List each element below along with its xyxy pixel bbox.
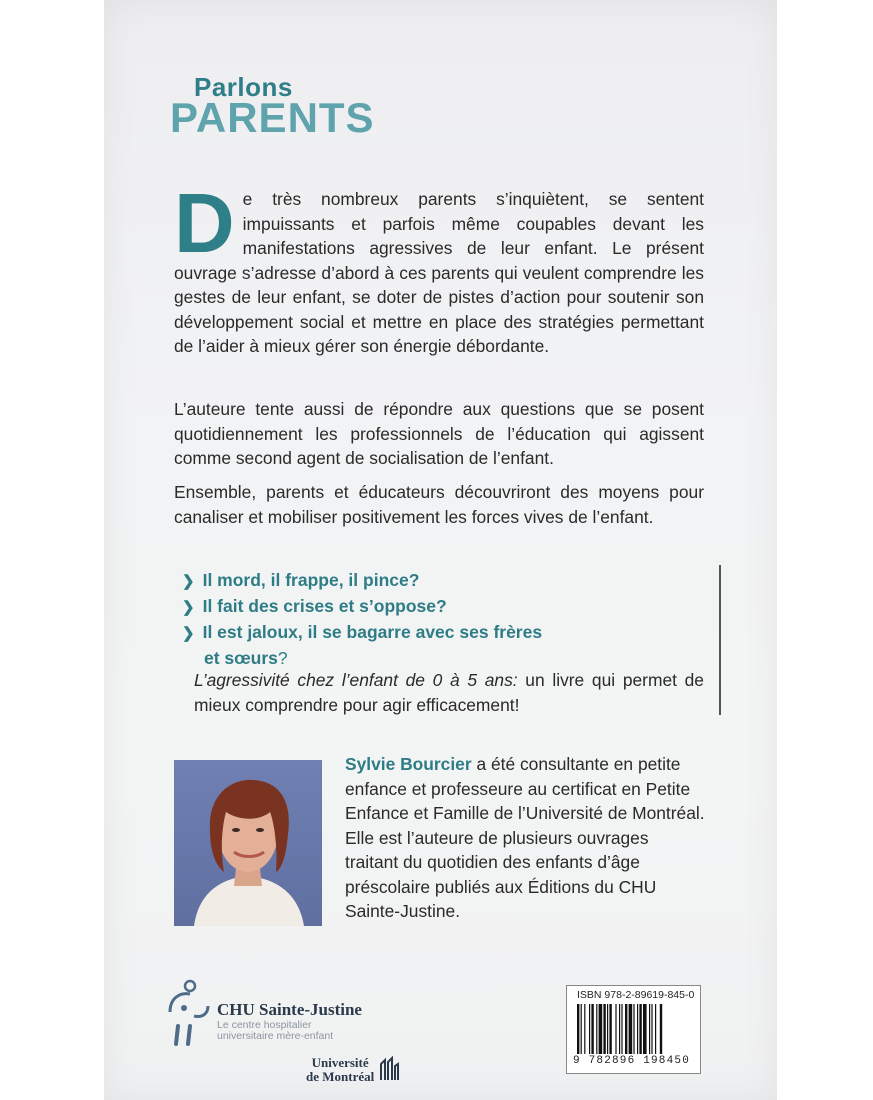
intro-paragraph-text: e très nombreux parents s’inquiètent, se sentent impuissants et parfois même coupables devant les manifestations agressives de leur enfant. Le présent ouvrage s’adresse d’abord à ces parents qui veulent comprendre les gestes de leur enfant, se doter de pistes d’action pour soutenir son développement social et mettre en place des stratégies permettant de l’aider à mieux gérer son énergie débordante.	[174, 189, 704, 356]
barcode-bar	[619, 1004, 620, 1054]
book-title: L’agressivité chez l’enfant de 0 à 5 ans:	[194, 670, 518, 690]
author-name: Sylvie Bourcier	[345, 754, 472, 774]
chu-logo-icon	[164, 978, 214, 1050]
publisher-name: CHU Sainte-Justine	[217, 1000, 362, 1019]
question-text: Il mord, il frappe, il pince?	[202, 570, 420, 590]
question-text: Il est jaloux, il se bagarre avec ses frères	[202, 622, 543, 642]
series-title-main: PARENTS	[170, 94, 375, 141]
chevron-right-icon: ❯	[182, 573, 195, 590]
author-bio	[345, 752, 705, 924]
closing-statement	[194, 668, 704, 717]
barcode-bar	[596, 1004, 597, 1054]
barcode-bar	[591, 1004, 593, 1054]
isbn-number: ISBN 978-2-89619-845-0	[577, 989, 695, 1001]
barcode-bar	[649, 1004, 650, 1054]
question-mark: ?	[277, 648, 288, 668]
barcode-bar	[639, 1004, 641, 1054]
chevron-right-icon: ❯	[182, 625, 195, 642]
university-name	[306, 1056, 374, 1084]
question-list	[182, 568, 722, 671]
chevron-right-icon: ❯	[182, 599, 195, 616]
barcode-bar	[655, 1004, 656, 1054]
question-item	[182, 620, 722, 646]
barcode-bar	[599, 1004, 603, 1054]
barcode-bar	[621, 1004, 622, 1054]
barcode-bar	[633, 1004, 634, 1054]
barcode	[566, 985, 701, 1074]
barcode-bar	[651, 1004, 652, 1054]
barcode-bar	[637, 1004, 638, 1054]
question-item	[182, 594, 722, 620]
barcode-bar	[603, 1004, 605, 1054]
third-paragraph: Ensemble, parents et éducateurs découvriront des moyens pour canaliser et mobiliser positivement les forces vives de l’enfant.	[174, 482, 704, 527]
barcode-bar	[581, 1004, 582, 1054]
drop-cap: D	[174, 176, 235, 270]
closing-text: un livre qui permet de mieux comprendre pour agir efficacement!	[194, 670, 704, 715]
barcode-bar	[589, 1004, 590, 1054]
second-paragraph: L’auteure tente aussi de répondre aux questions que se posent quotidiennement les professionnels de l’éducation qui agissent comme second agent de socialisation de l’enfant.	[174, 399, 704, 468]
side-rule	[719, 565, 721, 715]
barcode-bar	[625, 1004, 627, 1054]
barcode-bar	[609, 1004, 611, 1054]
university-logo-icon	[378, 1056, 400, 1080]
book-back-cover	[104, 0, 777, 1100]
barcode-digits: 9 782896 198450	[573, 1055, 691, 1067]
university-line-1: Université	[311, 1055, 369, 1070]
barcode-bar	[577, 1004, 579, 1054]
barcode-bars-icon	[577, 1004, 690, 1056]
intro-paragraph	[174, 176, 704, 359]
publisher-subtitle: Le centre hospitalier universitaire mère-enfant	[217, 1019, 334, 1042]
barcode-bar	[629, 1004, 633, 1054]
question-text: et sœurs	[204, 648, 278, 668]
author-photo	[174, 760, 322, 926]
barcode-bar	[615, 1004, 616, 1054]
barcode-bar	[643, 1004, 647, 1054]
barcode-bar	[584, 1004, 585, 1054]
author-bio-text: a été consultante en petite enfance et professeure au certificat en Petite Enfance et Famille de l’Université de Montréal. Elle est l’auteure de plusieurs ouvrages traitant du quotidien des enfants d’âge préscolaire publiés aux Éditions du CHU Sainte-Justine.	[345, 754, 705, 921]
question-item	[182, 568, 722, 594]
university-line-2: de Montréal	[306, 1069, 375, 1084]
barcode-bar	[607, 1004, 608, 1054]
barcode-bar	[660, 1004, 662, 1054]
series-title-top: Parlons	[194, 72, 293, 102]
question-text: Il fait des crises et s’oppose?	[202, 596, 447, 616]
